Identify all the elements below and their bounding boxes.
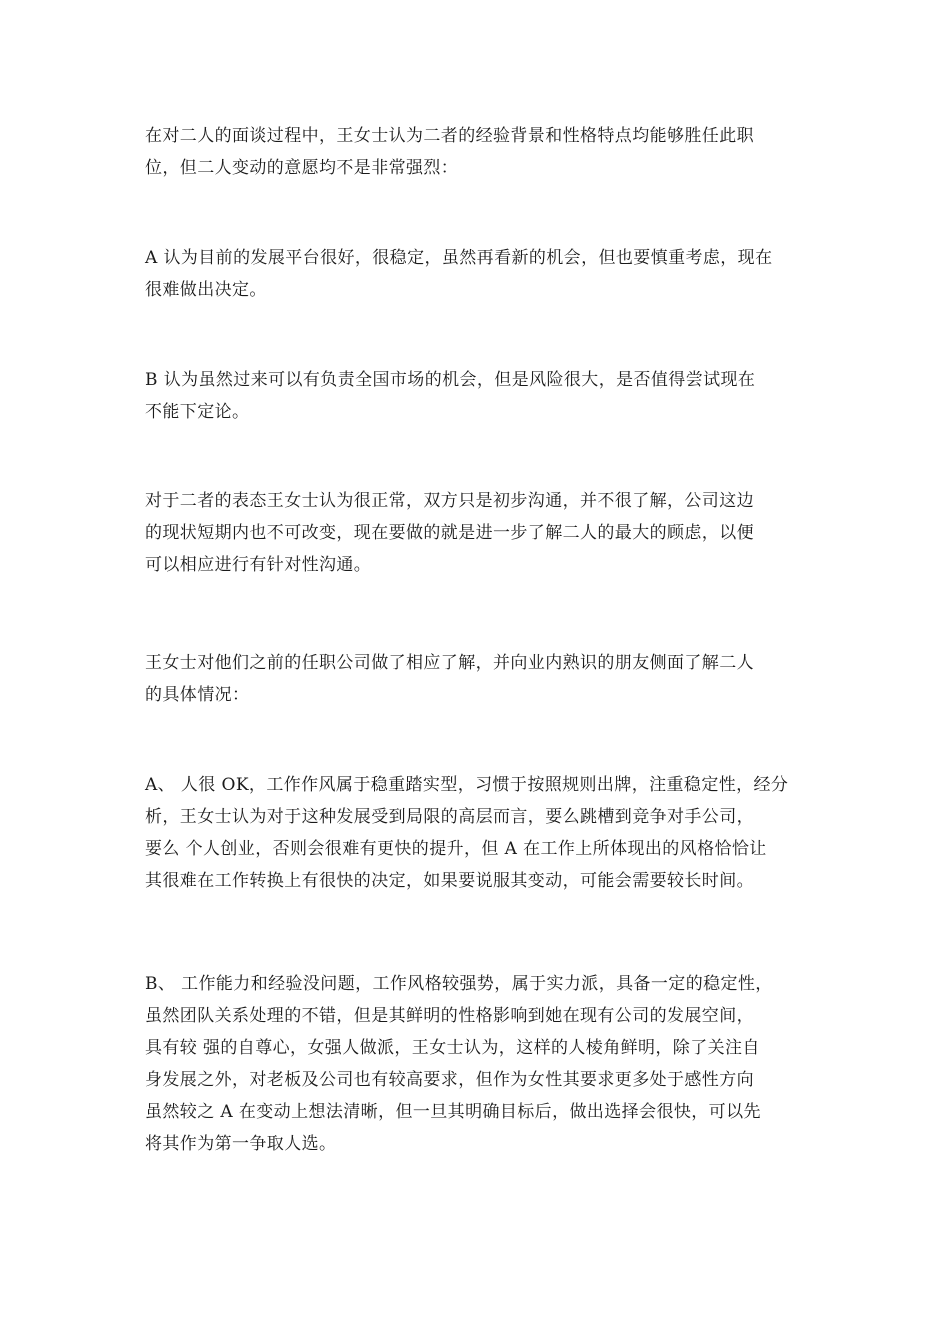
text-line: B、 工作能力和经验没问题，工作风格较强势，属于实力派，具备一定的稳定性， [145, 974, 773, 994]
text-line: 虽然较之 A 在变动上想法清晰，但一旦其明确目标后，做出选择会很快，可以先 [145, 1102, 761, 1122]
text-line: 很难做出决定。 [145, 280, 267, 300]
text-line: 身发展之外，对老板及公司也有较高要求，但作为女性其要求更多处于感性方向 [145, 1070, 754, 1090]
text-line: 其很难在工作转换上有很快的决定，如果要说服其变动，可能会需要较长时间。 [145, 871, 754, 891]
paragraph-candidate-a-view [145, 242, 810, 306]
paragraph-assessment [145, 485, 810, 581]
text-line: 的现状短期内也不可改变，现在要做的就是进一步了解二人的最大的顾虑，以便 [145, 523, 754, 543]
text-line: B 认为虽然过来可以有负责全国市场的机会，但是风险很大，是否值得尝试现在 [145, 370, 756, 390]
text-line: 王女士对他们之前的任职公司做了相应了解，并向业内熟识的朋友侧面了解二人 [145, 653, 754, 673]
text-line: 可以相应进行有针对性沟通。 [145, 555, 372, 575]
text-line: 位，但二人变动的意愿均不是非常强烈： [145, 158, 459, 178]
text-line: 析，王女士认为对于这种发展受到局限的高层而言，要么跳槽到竞争对手公司， [145, 807, 754, 827]
text-line: A、 人很 OK，工作作风属于稳重踏实型，习惯于按照规则出牌，注重稳定性，经分 [145, 775, 789, 795]
paragraph-candidate-b-view [145, 364, 810, 428]
text-line: 将其作为第一争取人选。 [145, 1134, 337, 1154]
text-line: 不能下定论。 [145, 402, 250, 422]
paragraph-candidate-a-profile [145, 769, 810, 897]
text-line: 虽然团队关系处理的不错，但是其鲜明的性格影响到她在现有公司的发展空间， [145, 1006, 754, 1026]
text-line: 在对二人的面谈过程中，王女士认为二者的经验背景和性格特点均能够胜任此职 [145, 126, 754, 146]
text-line: 具有较 强的自尊心，女强人做派，王女士认为，这样的人棱角鲜明，除了关注自 [145, 1038, 760, 1058]
text-line: 的具体情况： [145, 685, 250, 705]
paragraph-candidate-b-profile [145, 968, 810, 1160]
paragraph-background-check [145, 647, 810, 711]
text-line: 对于二者的表态王女士认为很正常，双方只是初步沟通，并不很了解，公司这边 [145, 491, 754, 511]
text-line: 要么 个人创业，否则会很难有更快的提升，但 A 在工作上所体现出的风格恰恰让 [145, 839, 767, 859]
paragraph-interview-summary [145, 120, 810, 184]
text-line: A 认为目前的发展平台很好，很稳定，虽然再看新的机会，但也要慎重考虑，现在 [145, 248, 773, 268]
